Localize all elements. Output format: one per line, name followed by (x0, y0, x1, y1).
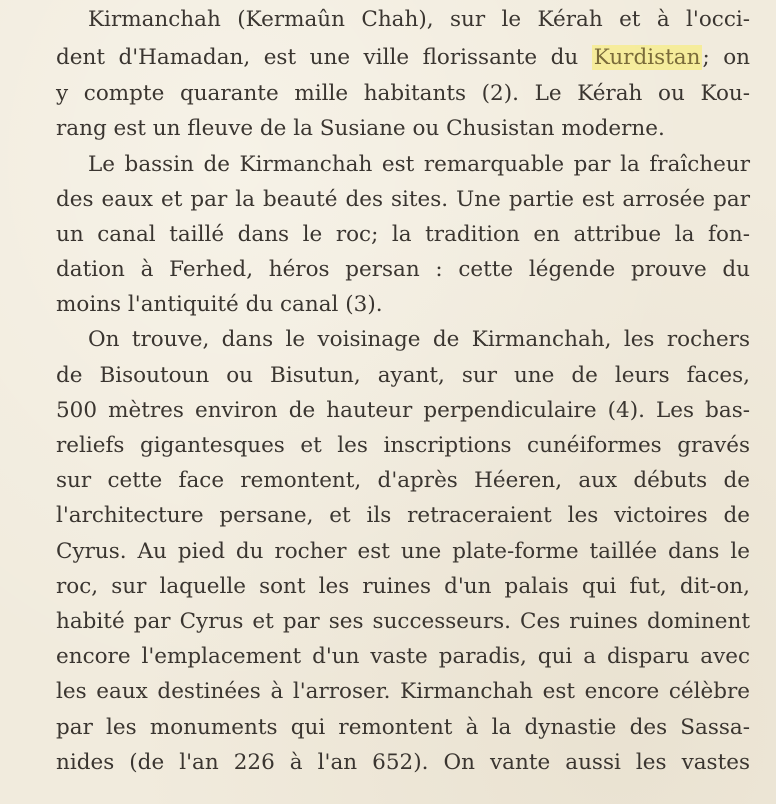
text-line: un canal taillé dans le roc; la tradition en attribue la fon- (56, 222, 750, 247)
text-line: sur cette face remontent, d'après Héeren, aux débuts de (56, 468, 750, 493)
text-segment: dent d'Hamadan, est une ville florissante du (56, 45, 592, 70)
text-segment: ; on (702, 45, 751, 70)
text-line: On trouve, dans le voisinage de Kirmanchah, les rochers (88, 327, 750, 352)
text-line: roc, sur laquelle sont les ruines d'un palais qui fut, dit-on, (56, 574, 750, 599)
text-line (56, 41, 750, 75)
text-line: Kirmanchah (Kermaûn Chah), sur le Kérah et à l'occi- (88, 7, 750, 32)
text-line: moins l'antiquité du canal (3). (56, 292, 383, 317)
text-line: par les monuments qui remontent à la dynastie des Sassa- (56, 715, 750, 740)
text-line: habité par Cyrus et par ses successeurs. Ces ruines dominent (56, 609, 750, 634)
text-line: nides (de l'an 226 à l'an 652). On vante aussi les vastes (56, 750, 750, 775)
text-line: de Bisoutoun ou Bisutun, ayant, sur une de leurs faces, (56, 363, 750, 388)
text-line: Cyrus. Au pied du rocher est une plate-forme taillée dans le (56, 539, 750, 564)
text-line: des eaux et par la beauté des sites. Une partie est arrosée par (56, 187, 750, 212)
text-line: 500 mètres environ de hauteur perpendiculaire (4). Les bas- (56, 398, 750, 423)
text-line: l'architecture persane, et ils retraceraient les victoires de (56, 503, 750, 528)
text-line: Le bassin de Kirmanchah est remarquable par la fraîcheur (88, 152, 750, 177)
highlighted-word: Kurdistan (593, 45, 701, 70)
text-line: les eaux destinées à l'arroser. Kirmanchah est encore célèbre (56, 679, 750, 704)
text-line: y compte quarante mille habitants (2). Le Kérah ou Kou- (56, 81, 750, 106)
text-line: rang est un fleuve de la Susiane ou Chusistan moderne. (56, 116, 665, 141)
text-line: dation à Ferhed, héros persan : cette légende prouve du (56, 257, 750, 282)
text-line: reliefs gigantesques et les inscriptions cunéiformes gravés (56, 433, 750, 458)
text-line: encore l'emplacement d'un vaste paradis, qui a disparu avec (56, 644, 750, 669)
